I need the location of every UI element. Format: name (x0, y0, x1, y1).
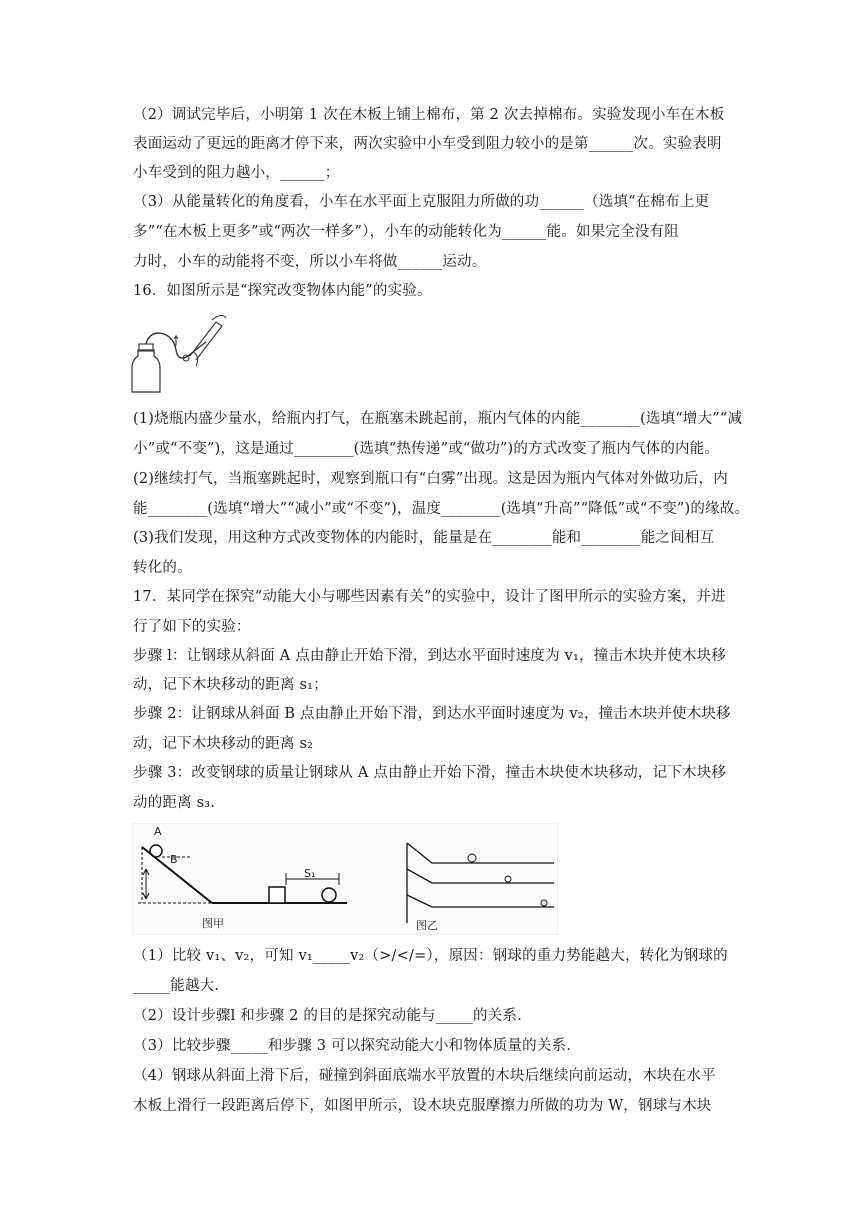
q15-p2-line3: 小车受到的阻力越小，______； (133, 165, 340, 181)
q17-step3-line1: 步骤 3：改变钢球的质量让钢球从 A 点由静止开始下滑，撞击木块使木块移动，记下木块移 (133, 765, 727, 781)
q17-step2-line1: 步骤 2：让钢球从斜面 B 点由静止开始下滑，到达水平面时速度为 v₂，撞击木块并使木块移 (133, 706, 731, 722)
q15-p3-line3: 力时，小车的动能将不变，所以小车将做______运动。 (133, 254, 487, 270)
q17-step1-line2: 动，记下木块移动的距离 s₁； (133, 677, 328, 693)
q16-p2-line2: 能________(选填“增大”“减小”或“不变”)，温度________(选填“升高”“降低”或“不变”)的缘故。 (133, 501, 750, 517)
q16-p2-line1: (2)继续打气，当瓶塞跳起时，观察到瓶口有“白雾”出现。这是因为瓶内气体对外做功后，内 (133, 471, 728, 487)
q17-step1-line1: 步骤 l：让钢球从斜面 A 点由静止开始下滑，到达水平面时速度为 v₁，撞击木块并使木块移 (133, 648, 727, 664)
q15-p3-line2: 多”“在木板上更多”或“两次一样多”），小车的动能转化为______能。如果完全没有阻 (133, 224, 679, 240)
q15-p2-line2: 表面运动了更远的距离才停下来，两次实验中小车受到阻力较小的是第______次。实验表明 (133, 136, 722, 152)
q17-step3-line2: 动的距离 s₃. (133, 795, 216, 811)
caption-yi: 图乙 (416, 919, 438, 932)
ramp-figure (132, 823, 558, 935)
q17-intro-line2: 行了如下的实验： (133, 619, 251, 635)
label-a: A (154, 825, 162, 838)
q16-p1-line2: 小”或“不变”)，这是通过________(选填“热传递”或“做功”)的方式改变了瓶内气体的内能。 (133, 441, 720, 457)
q17-q1-line2: _____能越大. (133, 978, 220, 994)
q16-p3-line2: 转化的。 (133, 560, 192, 576)
caption-jia: 图甲 (202, 917, 224, 930)
q17-q4-line2: 木板上滑行一段距离后停下，如图甲所示，设木块克服摩擦力所做的功为 W，钢球与木块 (133, 1098, 712, 1114)
q17-q3: （3）比较步骤_____和步骤 3 可以探究动能大小和物体质量的关系. (133, 1038, 572, 1054)
q17-step2-line2: 动，记下木块移动的距离 s₂ (133, 736, 314, 752)
q17-q4-line1: （4）钢球从斜面上滑下后，碰撞到斜面底端水平放置的木块后继续向前运动，木块在水平 (133, 1068, 716, 1084)
q15-p3-line1: （3）从能量转化的角度看，小车在水平面上克服阻力所做的功______（选填“在棉布上更 (133, 194, 710, 210)
q15-p2-line1: （2）调试完毕后，小明第 1 次在木板上铺上棉布，第 2 次去掉棉布。实验发现小车在木板 (133, 107, 725, 123)
q17-q1-line1: （1）比较 v₁、v₂，可知 v₁_____v₂（>/</=），原因：钢球的重力势能越大，转化为钢球的 (133, 948, 728, 964)
label-b: B (170, 853, 178, 866)
q17-q2: （2）设计步骤l 和步骤 2 的目的是探究动能与_____的关系. (133, 1008, 522, 1024)
q16-p3-line1: (3)我们发现，用这种方式改变物体的内能时，能量是在________能和________能之间相互 (133, 530, 715, 546)
q17-intro-line1: 17．某同学在探究“动能大小与哪些因素有关”的实验中，设计了图甲所示的实验方案，并进 (133, 589, 726, 605)
q16-p1-line1: (1)烧瓶内盛少量水，给瓶内打气，在瓶塞未跳起前，瓶内气体的内能________(选填“增大”“减 (133, 411, 743, 427)
q16-title: 16．如图所示是“探究改变物体内能”的实验。 (133, 283, 432, 299)
flask-pump-figure (130, 312, 230, 396)
label-s1: S₁ (304, 867, 316, 880)
